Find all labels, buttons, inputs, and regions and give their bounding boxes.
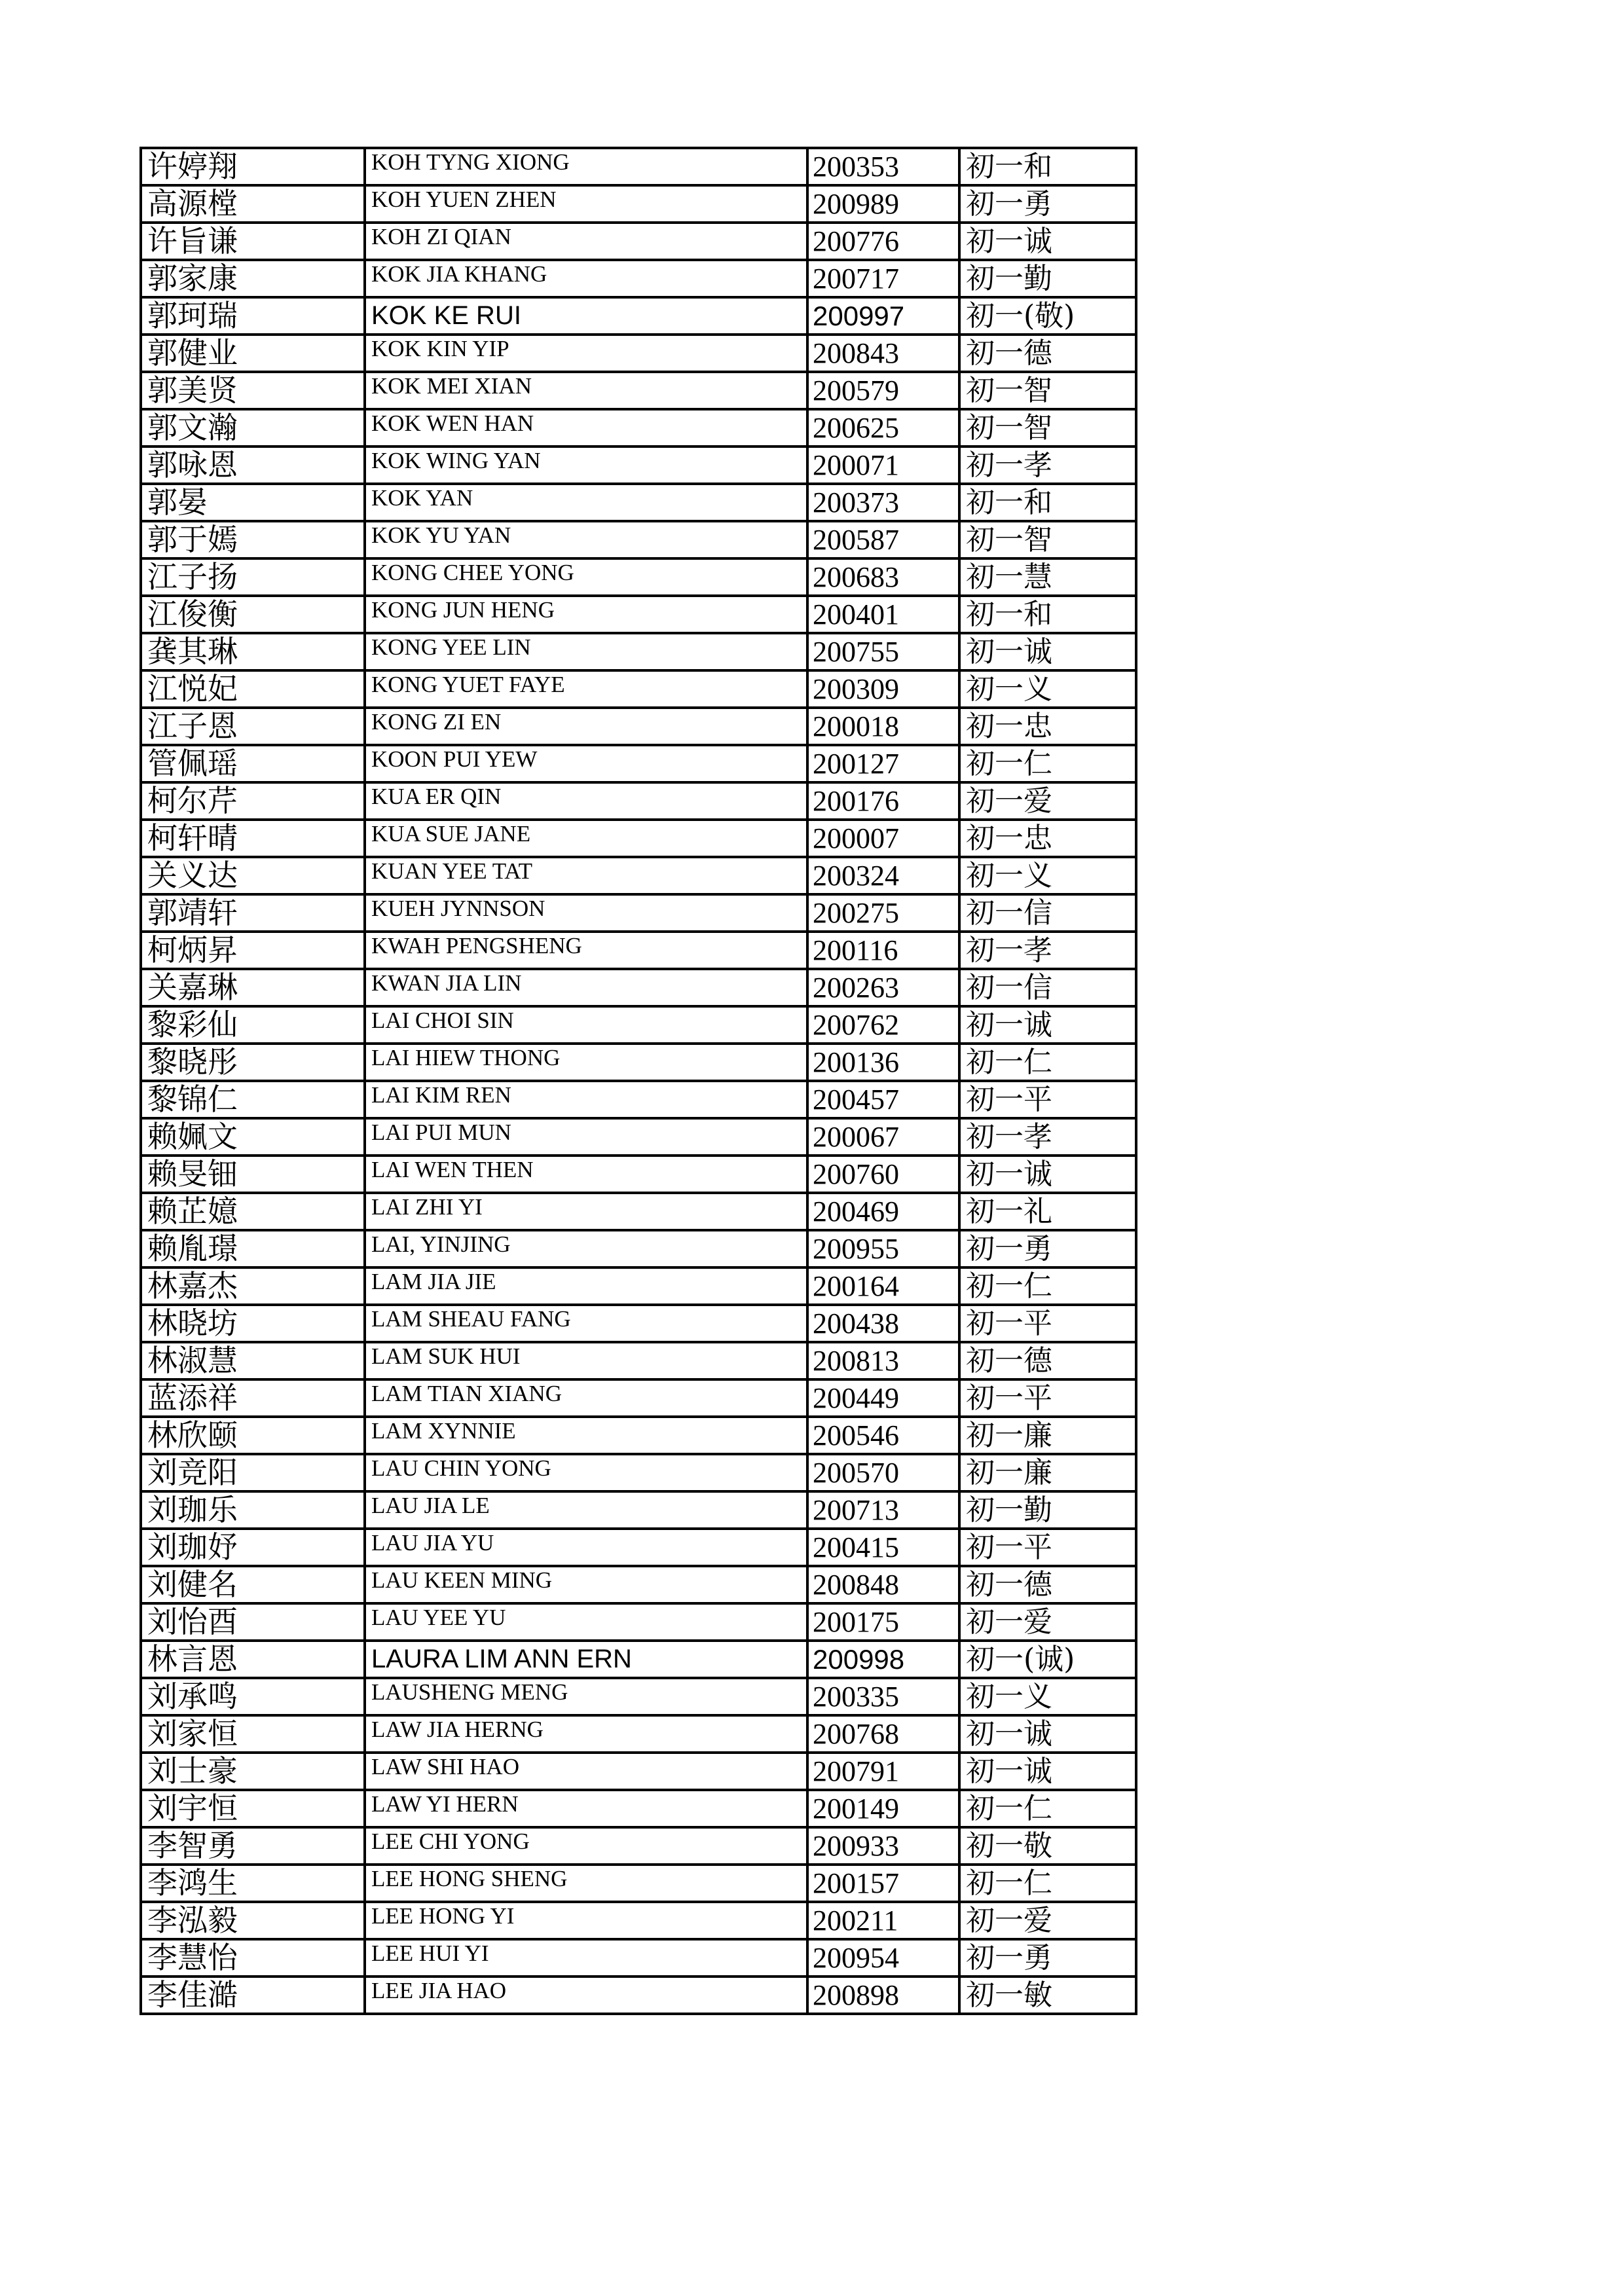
- english-name-cell: KOK YAN: [365, 484, 807, 521]
- table-row: [141, 1715, 1136, 1753]
- table-row: [141, 1044, 1136, 1081]
- chinese-name-cell: 林欣颐: [141, 1417, 365, 1454]
- english-name-cell: LAI PUI MUN: [365, 1118, 807, 1156]
- class-cell: 初一爱: [959, 1603, 1136, 1641]
- table-row: [141, 1865, 1136, 1902]
- table-row: [141, 932, 1136, 969]
- table-row: [141, 782, 1136, 820]
- chinese-name-cell: 李慧怡: [141, 1939, 365, 1977]
- table-row: [141, 1678, 1136, 1715]
- english-name-cell: KONG JUN HENG: [365, 596, 807, 633]
- class-cell: 初一信: [959, 969, 1136, 1006]
- class-cell: 初一义: [959, 670, 1136, 708]
- student-id-cell: 200211: [807, 1902, 959, 1939]
- student-id-cell: 200683: [807, 558, 959, 596]
- chinese-name-cell: 江俊衡: [141, 596, 365, 633]
- class-cell: 初一诚: [959, 1715, 1136, 1753]
- table-row: [141, 372, 1136, 409]
- student-id-cell: 200713: [807, 1491, 959, 1529]
- chinese-name-cell: 李佳澔: [141, 1977, 365, 2014]
- english-name-cell: LAU CHIN YONG: [365, 1454, 807, 1491]
- table-row: [141, 484, 1136, 521]
- table-row: [141, 1342, 1136, 1379]
- student-id-cell: 200116: [807, 932, 959, 969]
- class-cell: 初一德: [959, 1342, 1136, 1379]
- class-cell: 初一和: [959, 148, 1136, 185]
- class-cell: 初一仁: [959, 1865, 1136, 1902]
- chinese-name-cell: 郭美贤: [141, 372, 365, 409]
- chinese-name-cell: 赖姵文: [141, 1118, 365, 1156]
- class-cell: 初一礼: [959, 1193, 1136, 1230]
- chinese-name-cell: 刘承鸣: [141, 1678, 365, 1715]
- class-cell: 初一平: [959, 1529, 1136, 1566]
- student-id-cell: 200263: [807, 969, 959, 1006]
- table-row: [141, 1977, 1136, 2014]
- chinese-name-cell: 黎晓彤: [141, 1044, 365, 1081]
- class-cell: 初一爱: [959, 782, 1136, 820]
- class-cell: 初一德: [959, 335, 1136, 372]
- table-row: [141, 297, 1136, 335]
- table-row: [141, 1529, 1136, 1566]
- class-cell: 初一仁: [959, 745, 1136, 782]
- english-name-cell: KWAN JIA LIN: [365, 969, 807, 1006]
- class-cell: 初一仁: [959, 1790, 1136, 1827]
- table-row: [141, 148, 1136, 185]
- student-id-cell: 200791: [807, 1753, 959, 1790]
- english-name-cell: LAU JIA YU: [365, 1529, 807, 1566]
- chinese-name-cell: 郭珂瑞: [141, 297, 365, 335]
- chinese-name-cell: 柯尔芹: [141, 782, 365, 820]
- chinese-name-cell: 江子恩: [141, 708, 365, 745]
- class-cell: 初一平: [959, 1305, 1136, 1342]
- student-id-cell: 200579: [807, 372, 959, 409]
- english-name-cell: LAU JIA LE: [365, 1491, 807, 1529]
- student-id-cell: 200954: [807, 1939, 959, 1977]
- table-row: [141, 1753, 1136, 1790]
- class-cell: 初一勇: [959, 1230, 1136, 1267]
- chinese-name-cell: 管佩瑶: [141, 745, 365, 782]
- class-cell: 初一义: [959, 857, 1136, 894]
- student-id-cell: 200570: [807, 1454, 959, 1491]
- english-name-cell: LAI KIM REN: [365, 1081, 807, 1118]
- table-row: [141, 1230, 1136, 1267]
- class-cell: 初一敏: [959, 1977, 1136, 2014]
- class-cell: 初一孝: [959, 932, 1136, 969]
- table-row: [141, 1379, 1136, 1417]
- student-id-cell: 200449: [807, 1379, 959, 1417]
- chinese-name-cell: 刘怡酉: [141, 1603, 365, 1641]
- chinese-name-cell: 蓝添祥: [141, 1379, 365, 1417]
- student-id-cell: 200755: [807, 633, 959, 670]
- class-cell: 初一平: [959, 1379, 1136, 1417]
- table-row: [141, 1417, 1136, 1454]
- table-row: [141, 708, 1136, 745]
- student-id-cell: 200998: [807, 1641, 959, 1678]
- student-id-cell: 200071: [807, 446, 959, 484]
- table-row: [141, 260, 1136, 297]
- table-row: [141, 745, 1136, 782]
- class-cell: 初一智: [959, 521, 1136, 558]
- student-id-cell: 200717: [807, 260, 959, 297]
- english-name-cell: LAM JIA JIE: [365, 1267, 807, 1305]
- english-name-cell: LEE HONG SHENG: [365, 1865, 807, 1902]
- chinese-name-cell: 江子扬: [141, 558, 365, 596]
- student-id-cell: 200762: [807, 1006, 959, 1044]
- table-row: [141, 1641, 1136, 1678]
- student-id-cell: 200933: [807, 1827, 959, 1865]
- english-name-cell: LAW JIA HERNG: [365, 1715, 807, 1753]
- table-row: [141, 521, 1136, 558]
- table-row: [141, 1006, 1136, 1044]
- student-id-cell: 200989: [807, 185, 959, 223]
- table-row: [141, 409, 1136, 446]
- english-name-cell: KUEH JYNNSON: [365, 894, 807, 932]
- class-cell: 初一德: [959, 1566, 1136, 1603]
- chinese-name-cell: 关嘉琳: [141, 969, 365, 1006]
- student-id-cell: 200164: [807, 1267, 959, 1305]
- student-id-cell: 200007: [807, 820, 959, 857]
- chinese-name-cell: 林嘉杰: [141, 1267, 365, 1305]
- chinese-name-cell: 林淑慧: [141, 1342, 365, 1379]
- english-name-cell: KOH YUEN ZHEN: [365, 185, 807, 223]
- class-cell: 初一廉: [959, 1454, 1136, 1491]
- student-list-table: [139, 147, 1137, 2015]
- chinese-name-cell: 李鸿生: [141, 1865, 365, 1902]
- english-name-cell: KUA ER QIN: [365, 782, 807, 820]
- english-name-cell: KOH TYNG XIONG: [365, 148, 807, 185]
- class-cell: 初一勇: [959, 1939, 1136, 1977]
- chinese-name-cell: 林言恩: [141, 1641, 365, 1678]
- english-name-cell: KUAN YEE TAT: [365, 857, 807, 894]
- class-cell: 初一(诚): [959, 1641, 1136, 1678]
- class-cell: 初一勇: [959, 185, 1136, 223]
- table-row: [141, 335, 1136, 372]
- english-name-cell: KONG ZI EN: [365, 708, 807, 745]
- english-name-cell: KUA SUE JANE: [365, 820, 807, 857]
- english-name-cell: LAI, YINJING: [365, 1230, 807, 1267]
- chinese-name-cell: 黎彩仙: [141, 1006, 365, 1044]
- table-row: [141, 969, 1136, 1006]
- table-row: [141, 1081, 1136, 1118]
- english-name-cell: LAUSHENG MENG: [365, 1678, 807, 1715]
- student-id-cell: 200438: [807, 1305, 959, 1342]
- english-name-cell: KOON PUI YEW: [365, 745, 807, 782]
- english-name-cell: KOK WING YAN: [365, 446, 807, 484]
- chinese-name-cell: 林晓坊: [141, 1305, 365, 1342]
- english-name-cell: KONG YEE LIN: [365, 633, 807, 670]
- student-id-cell: 200955: [807, 1230, 959, 1267]
- chinese-name-cell: 刘珈妤: [141, 1529, 365, 1566]
- table-row: [141, 1267, 1136, 1305]
- chinese-name-cell: 刘士豪: [141, 1753, 365, 1790]
- class-cell: 初一和: [959, 596, 1136, 633]
- class-cell: 初一仁: [959, 1267, 1136, 1305]
- class-cell: 初一孝: [959, 446, 1136, 484]
- chinese-name-cell: 龚其琳: [141, 633, 365, 670]
- english-name-cell: LAM SUK HUI: [365, 1342, 807, 1379]
- class-cell: 初一智: [959, 409, 1136, 446]
- english-name-cell: LAI CHOI SIN: [365, 1006, 807, 1044]
- student-id-cell: 200353: [807, 148, 959, 185]
- student-id-cell: 200587: [807, 521, 959, 558]
- student-id-cell: 200373: [807, 484, 959, 521]
- chinese-name-cell: 郭晏: [141, 484, 365, 521]
- student-id-cell: 200176: [807, 782, 959, 820]
- chinese-name-cell: 郭靖轩: [141, 894, 365, 932]
- student-id-cell: 200018: [807, 708, 959, 745]
- class-cell: 初一智: [959, 372, 1136, 409]
- class-cell: 初一勤: [959, 1491, 1136, 1529]
- class-cell: 初一忠: [959, 820, 1136, 857]
- table-row: [141, 1118, 1136, 1156]
- chinese-name-cell: 赖芷嬑: [141, 1193, 365, 1230]
- student-id-cell: 200457: [807, 1081, 959, 1118]
- chinese-name-cell: 柯轩晴: [141, 820, 365, 857]
- class-cell: 初一信: [959, 894, 1136, 932]
- table-row: [141, 223, 1136, 260]
- table-row: [141, 446, 1136, 484]
- student-id-cell: 200898: [807, 1977, 959, 2014]
- student-id-cell: 200275: [807, 894, 959, 932]
- chinese-name-cell: 黎锦仁: [141, 1081, 365, 1118]
- english-name-cell: LAM TIAN XIANG: [365, 1379, 807, 1417]
- class-cell: 初一忠: [959, 708, 1136, 745]
- table-row: [141, 670, 1136, 708]
- student-id-cell: 200324: [807, 857, 959, 894]
- class-cell: 初一廉: [959, 1417, 1136, 1454]
- english-name-cell: KOK JIA KHANG: [365, 260, 807, 297]
- english-name-cell: KOK YU YAN: [365, 521, 807, 558]
- english-name-cell: LEE HUI YI: [365, 1939, 807, 1977]
- chinese-name-cell: 许婷翔: [141, 148, 365, 185]
- chinese-name-cell: 刘宇恒: [141, 1790, 365, 1827]
- chinese-name-cell: 刘竞阳: [141, 1454, 365, 1491]
- student-id-cell: 200175: [807, 1603, 959, 1641]
- chinese-name-cell: 赖旻钿: [141, 1156, 365, 1193]
- chinese-name-cell: 郭家康: [141, 260, 365, 297]
- table-row: [141, 1566, 1136, 1603]
- student-id-cell: 200997: [807, 297, 959, 335]
- class-cell: 初一平: [959, 1081, 1136, 1118]
- student-id-cell: 200127: [807, 745, 959, 782]
- english-name-cell: LEE CHI YONG: [365, 1827, 807, 1865]
- english-name-cell: KWAH PENGSHENG: [365, 932, 807, 969]
- english-name-cell: LEE JIA HAO: [365, 1977, 807, 2014]
- class-cell: 初一诚: [959, 223, 1136, 260]
- chinese-name-cell: 郭健业: [141, 335, 365, 372]
- chinese-name-cell: 李智勇: [141, 1827, 365, 1865]
- chinese-name-cell: 赖胤璟: [141, 1230, 365, 1267]
- chinese-name-cell: 刘健名: [141, 1566, 365, 1603]
- english-name-cell: LEE HONG YI: [365, 1902, 807, 1939]
- chinese-name-cell: 郭咏恩: [141, 446, 365, 484]
- student-id-cell: 200136: [807, 1044, 959, 1081]
- student-id-cell: 200067: [807, 1118, 959, 1156]
- table-row: [141, 1790, 1136, 1827]
- student-id-cell: 200760: [807, 1156, 959, 1193]
- class-cell: 初一诚: [959, 1753, 1136, 1790]
- table-row: [141, 1305, 1136, 1342]
- english-name-cell: KOK WEN HAN: [365, 409, 807, 446]
- student-id-cell: 200546: [807, 1417, 959, 1454]
- chinese-name-cell: 柯炳昇: [141, 932, 365, 969]
- english-name-cell: LAW YI HERN: [365, 1790, 807, 1827]
- class-cell: 初一敬: [959, 1827, 1136, 1865]
- table-row: [141, 633, 1136, 670]
- table-row: [141, 894, 1136, 932]
- chinese-name-cell: 李泓毅: [141, 1902, 365, 1939]
- table-row: [141, 857, 1136, 894]
- english-name-cell: LAI ZHI YI: [365, 1193, 807, 1230]
- table-row: [141, 1454, 1136, 1491]
- class-cell: 初一义: [959, 1678, 1136, 1715]
- student-id-cell: 200843: [807, 335, 959, 372]
- student-id-cell: 200309: [807, 670, 959, 708]
- chinese-name-cell: 江悦妃: [141, 670, 365, 708]
- student-id-cell: 200813: [807, 1342, 959, 1379]
- english-name-cell: LAU KEEN MING: [365, 1566, 807, 1603]
- student-id-cell: 200401: [807, 596, 959, 633]
- chinese-name-cell: 郭文瀚: [141, 409, 365, 446]
- student-list-body: [141, 148, 1136, 2014]
- chinese-name-cell: 刘珈乐: [141, 1491, 365, 1529]
- english-name-cell: KONG YUET FAYE: [365, 670, 807, 708]
- english-name-cell: LAM SHEAU FANG: [365, 1305, 807, 1342]
- table-row: [141, 1939, 1136, 1977]
- english-name-cell: LAM XYNNIE: [365, 1417, 807, 1454]
- english-name-cell: KOK KE RUI: [365, 297, 807, 335]
- table-row: [141, 1603, 1136, 1641]
- table-row: [141, 558, 1136, 596]
- table-row: [141, 596, 1136, 633]
- class-cell: 初一诚: [959, 1006, 1136, 1044]
- chinese-name-cell: 许旨谦: [141, 223, 365, 260]
- table-row: [141, 1491, 1136, 1529]
- table-row: [141, 185, 1136, 223]
- chinese-name-cell: 郭于嫣: [141, 521, 365, 558]
- student-id-cell: 200469: [807, 1193, 959, 1230]
- class-cell: 初一仁: [959, 1044, 1136, 1081]
- student-id-cell: 200768: [807, 1715, 959, 1753]
- english-name-cell: LAW SHI HAO: [365, 1753, 807, 1790]
- chinese-name-cell: 高源樘: [141, 185, 365, 223]
- english-name-cell: KOH ZI QIAN: [365, 223, 807, 260]
- table-row: [141, 1193, 1136, 1230]
- class-cell: 初一和: [959, 484, 1136, 521]
- class-cell: 初一诚: [959, 633, 1136, 670]
- english-name-cell: LAI WEN THEN: [365, 1156, 807, 1193]
- student-id-cell: 200776: [807, 223, 959, 260]
- student-id-cell: 200415: [807, 1529, 959, 1566]
- table-row: [141, 1827, 1136, 1865]
- class-cell: 初一诚: [959, 1156, 1136, 1193]
- class-cell: 初一慧: [959, 558, 1136, 596]
- english-name-cell: LAU YEE YU: [365, 1603, 807, 1641]
- student-id-cell: 200149: [807, 1790, 959, 1827]
- english-name-cell: KONG CHEE YONG: [365, 558, 807, 596]
- student-id-cell: 200157: [807, 1865, 959, 1902]
- table-row: [141, 1902, 1136, 1939]
- class-cell: 初一爱: [959, 1902, 1136, 1939]
- table-row: [141, 820, 1136, 857]
- chinese-name-cell: 关义达: [141, 857, 365, 894]
- student-id-cell: 200848: [807, 1566, 959, 1603]
- table-row: [141, 1156, 1136, 1193]
- english-name-cell: LAURA LIM ANN ERN: [365, 1641, 807, 1678]
- english-name-cell: KOK KIN YIP: [365, 335, 807, 372]
- english-name-cell: LAI HIEW THONG: [365, 1044, 807, 1081]
- class-cell: 初一(敬): [959, 297, 1136, 335]
- student-id-cell: 200625: [807, 409, 959, 446]
- chinese-name-cell: 刘家恒: [141, 1715, 365, 1753]
- class-cell: 初一勤: [959, 260, 1136, 297]
- english-name-cell: KOK MEI XIAN: [365, 372, 807, 409]
- student-id-cell: 200335: [807, 1678, 959, 1715]
- class-cell: 初一孝: [959, 1118, 1136, 1156]
